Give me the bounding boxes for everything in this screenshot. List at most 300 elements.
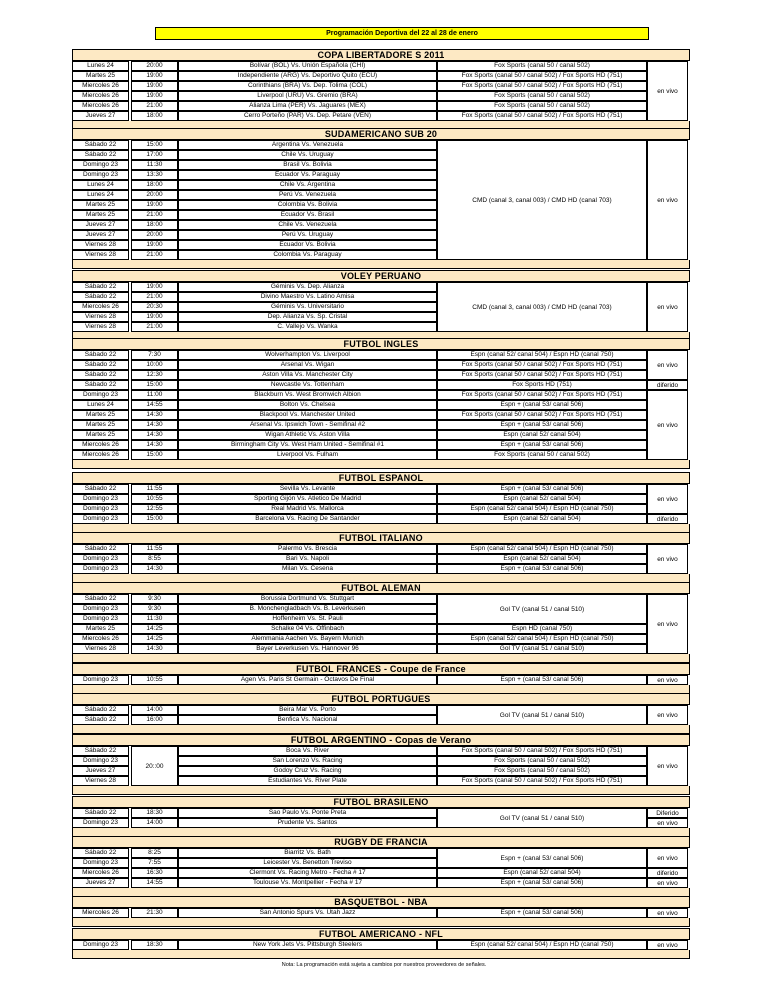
day-cell: Domingo 23 [72,504,129,514]
day-cell: Jueves 27 [72,111,129,121]
day-cell: Martes 25 [72,200,129,210]
match-cell: Borussia Dortmund Vs. Stuttgart [178,594,437,604]
status-cell: en vivo [647,818,688,828]
channel-cell: Espn (canal 52/ canal 504) [437,868,647,878]
time-cell: 20:30 [131,302,178,312]
table-row [72,644,690,654]
channel-cell: CMD (canal 3, canal 003) / CMD HD (canal 703) [437,282,647,332]
match-cell: Divino Maestro Vs. Latino Amisa [178,292,437,302]
table-row [72,71,690,81]
day-cell: Sábado 22 [72,544,129,554]
time-cell: 16:30 [131,868,178,878]
status-cell: en vivo [647,544,688,574]
day-cell: Viernes 28 [72,322,129,332]
channel-cell: Fox Sports HD (751) [437,380,647,390]
day-cell: Miercoles 26 [72,868,129,878]
day-cell: Miercoles 26 [72,634,129,644]
match-cell: Chile Vs. Venezuela [178,220,437,230]
day-cell: Martes 25 [72,420,129,430]
channel-cell: Espn (canal 52/ canal 504) / Espn HD (canal 750) [437,940,647,950]
table-row [72,91,690,101]
day-cell: Miercoles 26 [72,81,129,91]
match-cell: Ecuador Vs. Bolivia [178,240,437,250]
time-cell: 14:00 [131,705,178,715]
match-cell: Alemmania Aachen Vs. Bayern Munich [178,634,437,644]
time-cell: 19:00 [131,282,178,292]
footer-note: Nota: La programación está sujeta a cambios por nuestros proveedores de señales. [281,962,487,968]
day-cell: Jueves 27 [72,766,129,776]
match-cell: Wigan Athletic Vs. Aston Villa [178,430,437,440]
match-cell: Hoffenheim Vs. St. Pauli [178,614,437,624]
channel-cell: Fox Sports (canal 50 / canal 502) / Fox Sports HD (751) [437,111,647,121]
section-spacer [72,918,690,927]
match-cell: Clermont Vs. Racing Metro - Fecha # 17 [178,868,437,878]
match-cell: Chile Vs. Argentina [178,180,437,190]
section-header: SUDAMERICANO SUB 20 [72,128,690,140]
day-cell: Sábado 22 [72,715,129,725]
table-row [72,81,690,91]
channel-cell: Espn (canal 52/ canal 504) / Espn HD (canal 750) [437,504,647,514]
time-cell: 18:30 [131,940,178,950]
table-row [72,360,690,370]
channel-cell: Gol TV (canal 51 / canal 510) [437,808,647,828]
channel-cell: Fox Sports (canal 50 / canal 502) / Fox Sports HD (751) [437,410,647,420]
table-row [72,61,690,71]
channel-cell: Espn (canal 52/ canal 504) [437,430,647,440]
time-cell: 14:30 [131,420,178,430]
status-cell: diferido [647,514,688,524]
section-header: FUTBOL AMERICANO - NFL [72,928,690,940]
time-cell: 16:00 [131,715,178,725]
match-cell: Palermo Vs. Brescia [178,544,437,554]
channel-cell: Espn + (canal 53/ canal 506) [437,848,647,868]
time-cell: 19:00 [131,71,178,81]
status-cell: en vivo [647,282,688,332]
day-cell: Sábado 22 [72,746,129,756]
time-cell: 14:30 [131,440,178,450]
time-cell: 20:00 [131,230,178,240]
match-cell: Chile Vs. Uruguay [178,150,437,160]
match-cell: Schalke 04 Vs. Offinbach [178,624,437,634]
day-cell: Domingo 23 [72,614,129,624]
channel-cell: Fox Sports (canal 50 / canal 502) [437,101,647,111]
time-cell: 10:00 [131,360,178,370]
match-cell: Liverpool (URU) Vs. Gremio (BRA) [178,91,437,101]
day-cell: Domingo 23 [72,675,129,685]
match-cell: C. Vallejo Vs. Wanka [178,322,437,332]
match-cell: San Antonio Spurs Vs. Utah Jazz [178,908,437,918]
channel-cell: Gol TV (canal 51 / canal 510) [437,705,647,725]
channel-cell: Espn + (canal 53/ canal 506) [437,675,647,685]
match-cell: Bayer Leverkusen Vs. Hannover 96 [178,644,437,654]
day-cell: Miercoles 26 [72,440,129,450]
table-row [72,494,690,504]
section-header: FUTBOL INGLES [72,338,690,350]
match-cell: Wolverhampton Vs. Liverpool [178,350,437,360]
day-cell: Martes 25 [72,624,129,634]
table-row [72,940,690,950]
channel-cell: Espn (canal 52/ canal 504) / Espn HD (canal 750) [437,544,647,554]
day-cell: Jueves 27 [72,230,129,240]
day-cell: Sábado 22 [72,282,129,292]
table-row [72,484,690,494]
match-cell: Colombia Vs. Paraguay [178,250,437,260]
day-cell: Domingo 23 [72,940,129,950]
status-cell: en vivo [647,390,688,460]
match-cell: Barcelona Vs. Racing De Santander [178,514,437,524]
table-row [72,634,690,644]
day-cell: Viernes 28 [72,644,129,654]
match-cell: Arsenal Vs. Ipswich Town - Semifinal #2 [178,420,437,430]
day-cell: Martes 25 [72,430,129,440]
section-header: FUTBOL PORTUGUES [72,693,690,705]
status-cell: Diferido [647,808,688,818]
day-cell: Jueves 27 [72,220,129,230]
match-cell: Leicester Vs. Benetton Treviso [178,858,437,868]
day-cell: Viernes 28 [72,250,129,260]
table-row [72,111,690,121]
time-cell: 19:00 [131,200,178,210]
time-cell: 20::00 [131,746,178,786]
day-cell: Martes 25 [72,210,129,220]
day-cell: Lunes 24 [72,400,129,410]
day-cell: Jueves 27 [72,878,129,888]
channel-cell: Espn + (canal 53/ canal 506) [437,440,647,450]
channel-cell: Gol TV (canal 51 / canal 510) [437,594,647,624]
status-cell: en vivo [647,940,688,950]
day-cell: Miercoles 26 [72,91,129,101]
match-cell: Benfica Vs. Nacional [178,715,437,725]
section-header: VOLEY PERUANO [72,270,690,282]
day-cell: Lunes 24 [72,61,129,71]
day-cell: Miercoles 26 [72,302,129,312]
match-cell: Géminis Vs. Universitario [178,302,437,312]
time-cell: 11:55 [131,544,178,554]
table-row [72,504,690,514]
day-cell: Sábado 22 [72,808,129,818]
day-cell: Domingo 23 [72,858,129,868]
status-cell: diferido [647,380,688,390]
match-cell: New York Jets Vs. Pittsburgh Steelers [178,940,437,950]
time-cell: 19:00 [131,81,178,91]
match-cell: Toulouse Vs. Montpellier - Fecha # 17 [178,878,437,888]
time-cell: 14:55 [131,878,178,888]
day-cell: Sábado 22 [72,370,129,380]
match-cell: Géminis Vs. Dep. Alianza [178,282,437,292]
channel-cell: Espn + (canal 53/ canal 506) [437,420,647,430]
status-cell: en vivo [647,140,688,260]
day-cell: Miercoles 26 [72,101,129,111]
channel-cell: Fox Sports (canal 50 / canal 502) [437,766,647,776]
day-cell: Domingo 23 [72,604,129,614]
time-cell: 14:30 [131,644,178,654]
table-row [72,101,690,111]
time-cell: 14:55 [131,400,178,410]
time-cell: 20:00 [131,61,178,71]
status-cell: en vivo [647,705,688,725]
section-header: FUTBOL ITALIANO [72,532,690,544]
channel-cell: Fox Sports (canal 50 / canal 502) [437,756,647,766]
time-cell: 11:55 [131,484,178,494]
time-cell: 14:25 [131,634,178,644]
channel-cell: Fox Sports (canal 50 / canal 502) / Fox Sports HD (751) [437,370,647,380]
section-header: BASQUETBOL - NBA [72,896,690,908]
table-row [72,430,690,440]
table-row [72,420,690,430]
match-cell: Perú Vs. Venezuela [178,190,437,200]
day-cell: Martes 25 [72,71,129,81]
time-cell: 12:55 [131,504,178,514]
status-cell: diferido [647,868,688,878]
channel-cell: Espn + (canal 53/ canal 506) [437,564,647,574]
table-row [72,440,690,450]
time-cell: 21:30 [131,908,178,918]
section-spacer [72,654,690,663]
channel-cell: Gol TV (canal 51 / canal 510) [437,644,647,654]
match-cell: Beira Mar Vs. Porto [178,705,437,715]
match-cell: Agen Vs. Paris St Germain - Octavos De Final [178,675,437,685]
day-cell: Viernes 28 [72,240,129,250]
time-cell: 8:25 [131,848,178,858]
match-cell: Brasil Vs. Bolivia [178,160,437,170]
day-cell: Sábado 22 [72,705,129,715]
match-cell: Sevilla Vs. Levante [178,484,437,494]
status-cell: en vivo [647,675,688,685]
time-cell: 18:00 [131,180,178,190]
channel-cell: Espn (canal 52/ canal 504) [437,554,647,564]
table-row [72,624,690,634]
status-cell: en vivo [647,878,688,888]
day-cell: Viernes 28 [72,776,129,786]
day-cell: Domingo 23 [72,170,129,180]
section-header: RUGBY DE FRANCIA [72,836,690,848]
day-cell: Sábado 22 [72,484,129,494]
day-cell: Sábado 22 [72,380,129,390]
section-spacer [72,950,690,959]
time-cell: 17:00 [131,150,178,160]
match-cell: Bolívar (BOL) Vs. Unión Española (CHI) [178,61,437,71]
match-cell: Estudiantes Vs. River Plate [178,776,437,786]
status-cell: en vivo [647,594,688,654]
status-cell: en vivo [647,61,688,121]
time-cell: 11:30 [131,160,178,170]
time-cell: 21:00 [131,292,178,302]
day-cell: Martes 25 [72,410,129,420]
status-cell: en vivo [647,484,688,514]
day-cell: Sábado 22 [72,594,129,604]
day-cell: Sábado 22 [72,140,129,150]
day-cell: Sábado 22 [72,150,129,160]
time-cell: 14:25 [131,624,178,634]
section-header: FUTBOL BRASILENO [72,796,690,808]
channel-cell: Espn (canal 52/ canal 504) [437,494,647,504]
channel-cell: Fox Sports (canal 50 / canal 502) / Fox Sports HD (751) [437,81,647,91]
match-cell: Alianza Lima (PER) Vs. Jaguares (MEX) [178,101,437,111]
day-cell: Domingo 23 [72,564,129,574]
status-cell: en vivo [647,908,688,918]
match-cell: Godoy Cruz Vs. Racing [178,766,437,776]
time-cell: 20:00 [131,190,178,200]
time-cell: 15:00 [131,514,178,524]
section-spacer [72,460,690,469]
table-row [72,675,690,685]
time-cell: 7:55 [131,858,178,868]
channel-cell: Espn HD (canal 750) [437,624,647,634]
day-cell: Domingo 23 [72,514,129,524]
section-spacer [72,725,690,734]
match-cell: Liverpool Vs. Fulham [178,450,437,460]
match-cell: Sao Paulo Vs. Ponte Preta [178,808,437,818]
match-cell: Newcastle Vs. Tottenham [178,380,437,390]
time-cell: 19:00 [131,240,178,250]
match-cell: Prudente Vs. Santos [178,818,437,828]
section-spacer [72,260,690,269]
match-cell: Milan Vs. Cesena [178,564,437,574]
table-row [72,400,690,410]
day-cell: Domingo 23 [72,818,129,828]
time-cell: 18:00 [131,220,178,230]
time-cell: 7:30 [131,350,178,360]
channel-cell: CMD (canal 3, canal 003) / CMD HD (canal 703) [437,140,647,260]
match-cell: Argentina Vs. Venezuela [178,140,437,150]
section-header: FUTBOL ARGENTINO - Copas de Verano [72,734,690,746]
day-cell: Domingo 23 [72,756,129,766]
match-cell: Bari Vs. Napoli [178,554,437,564]
day-cell: Miercoles 26 [72,908,129,918]
day-cell: Lunes 24 [72,190,129,200]
match-cell: Independiente (ARG) Vs. Deportivo Quito (ECU) [178,71,437,81]
channel-cell: Espn (canal 52/ canal 504) / Espn HD (canal 750) [437,350,647,360]
time-cell: 13:30 [131,170,178,180]
match-cell: Birmingham City Vs. West Ham United - Semifinal #1 [178,440,437,450]
channel-cell: Espn (canal 52/ canal 504) [437,514,647,524]
time-cell: 19:00 [131,312,178,322]
table-row [72,564,690,574]
time-cell: 9:30 [131,604,178,614]
time-cell: 11:00 [131,390,178,400]
section-spacer [72,786,690,795]
table-row [72,554,690,564]
day-cell: Viernes 28 [72,312,129,322]
match-cell: Boca Vs. River [178,746,437,756]
section-header: FUTBOL ALEMAN [72,582,690,594]
time-cell: 18:30 [131,808,178,818]
day-cell: Lunes 24 [72,180,129,190]
match-cell: Real Madrid Vs. Mallorca [178,504,437,514]
table-row [72,390,690,400]
section-header: COPA LIBERTADORE S 2011 [72,49,690,61]
time-cell: 11:30 [131,614,178,624]
table-row [72,878,690,888]
table-row [72,544,690,554]
day-cell: Domingo 23 [72,390,129,400]
time-cell: 15:00 [131,140,178,150]
day-cell: Sábado 22 [72,292,129,302]
match-cell: Biarritz Vs. Bath [178,848,437,858]
table-row [72,450,690,460]
channel-cell: Espn (canal 52/ canal 504) / Espn HD (canal 750) [437,634,647,644]
match-cell: Colombia Vs. Bolivia [178,200,437,210]
channel-cell: Fox Sports (canal 50 / canal 502) / Fox Sports HD (751) [437,71,647,81]
channel-cell: Espn + (canal 53/ canal 506) [437,908,647,918]
channel-cell: Fox Sports (canal 50 / canal 502) / Fox Sports HD (751) [437,776,647,786]
day-cell: Domingo 23 [72,494,129,504]
channel-cell: Fox Sports (canal 50 / canal 502) / Fox Sports HD (751) [437,360,647,370]
time-cell: 14:30 [131,564,178,574]
time-cell: 14:30 [131,430,178,440]
day-cell: Domingo 23 [72,160,129,170]
table-row [72,868,690,878]
time-cell: 21:00 [131,101,178,111]
match-cell: Cerro Porteño (PAR) Vs. Dep. Petare (VEN) [178,111,437,121]
table-row [72,380,690,390]
channel-cell: Espn + (canal 53/ canal 506) [437,484,647,494]
time-cell: 10:55 [131,494,178,504]
table-row [72,350,690,360]
time-cell: 21:00 [131,322,178,332]
match-cell: Dep. Alianza Vs. Sp. Cristal [178,312,437,322]
page-title: Programación Deportiva del 22 al 28 de enero [155,27,649,40]
time-cell: 8:55 [131,554,178,564]
time-cell: 18:00 [131,111,178,121]
status-cell: en vivo [647,350,688,380]
section-header: FUTBOL FRANCES - Coupe de France [72,663,690,675]
channel-cell: Fox Sports (canal 50 / canal 502) [437,61,647,71]
day-cell: Sábado 22 [72,350,129,360]
day-cell: Sábado 22 [72,360,129,370]
day-cell: Sábado 22 [72,848,129,858]
day-cell: Miercoles 26 [72,450,129,460]
table-row [72,514,690,524]
match-cell: Ecuador Vs. Paraguay [178,170,437,180]
match-cell: San Lorenzo Vs. Racing [178,756,437,766]
channel-cell: Espn + (canal 53/ canal 506) [437,878,647,888]
status-cell: en vivo [647,848,688,868]
match-cell: B. Monchengladbach Vs. B. Leverkusen [178,604,437,614]
time-cell: 14:00 [131,818,178,828]
time-cell: 21:00 [131,210,178,220]
channel-cell: Espn + (canal 53/ canal 506) [437,400,647,410]
match-cell: Sporting Gijón Vs. Atletico De Madrid [178,494,437,504]
channel-cell: Fox Sports (canal 50 / canal 502) [437,450,647,460]
match-cell: Corinthians (BRA) Vs. Dep. Tolima (COL) [178,81,437,91]
table-row [72,908,690,918]
channel-cell: Fox Sports (canal 50 / canal 502) / Fox Sports HD (751) [437,390,647,400]
match-cell: Aston Villa Vs. Manchester City [178,370,437,380]
channel-cell: Fox Sports (canal 50 / canal 502) [437,91,647,101]
match-cell: Bolton Vs. Chelsea [178,400,437,410]
time-cell: 15:00 [131,450,178,460]
time-cell: 15:00 [131,380,178,390]
time-cell: 9:30 [131,594,178,604]
time-cell: 12:30 [131,370,178,380]
section-header: FUTBOL ESPANOL [72,472,690,484]
match-cell: Blackpool Vs. Manchester United [178,410,437,420]
table-row [72,410,690,420]
time-cell: 10:55 [131,675,178,685]
table-row [72,370,690,380]
match-cell: Ecuador Vs. Brasil [178,210,437,220]
time-cell: 14:30 [131,410,178,420]
time-cell: 21:00 [131,250,178,260]
day-cell: Domingo 23 [72,554,129,564]
match-cell: Perú Vs. Uruguay [178,230,437,240]
status-cell: en vivo [647,746,688,786]
match-cell: Arsenal Vs. Wigan [178,360,437,370]
channel-cell: Fox Sports (canal 50 / canal 502) / Fox Sports HD (751) [437,746,647,756]
time-cell: 19:00 [131,91,178,101]
match-cell: Blackburn Vs. West Bromwich Albion [178,390,437,400]
